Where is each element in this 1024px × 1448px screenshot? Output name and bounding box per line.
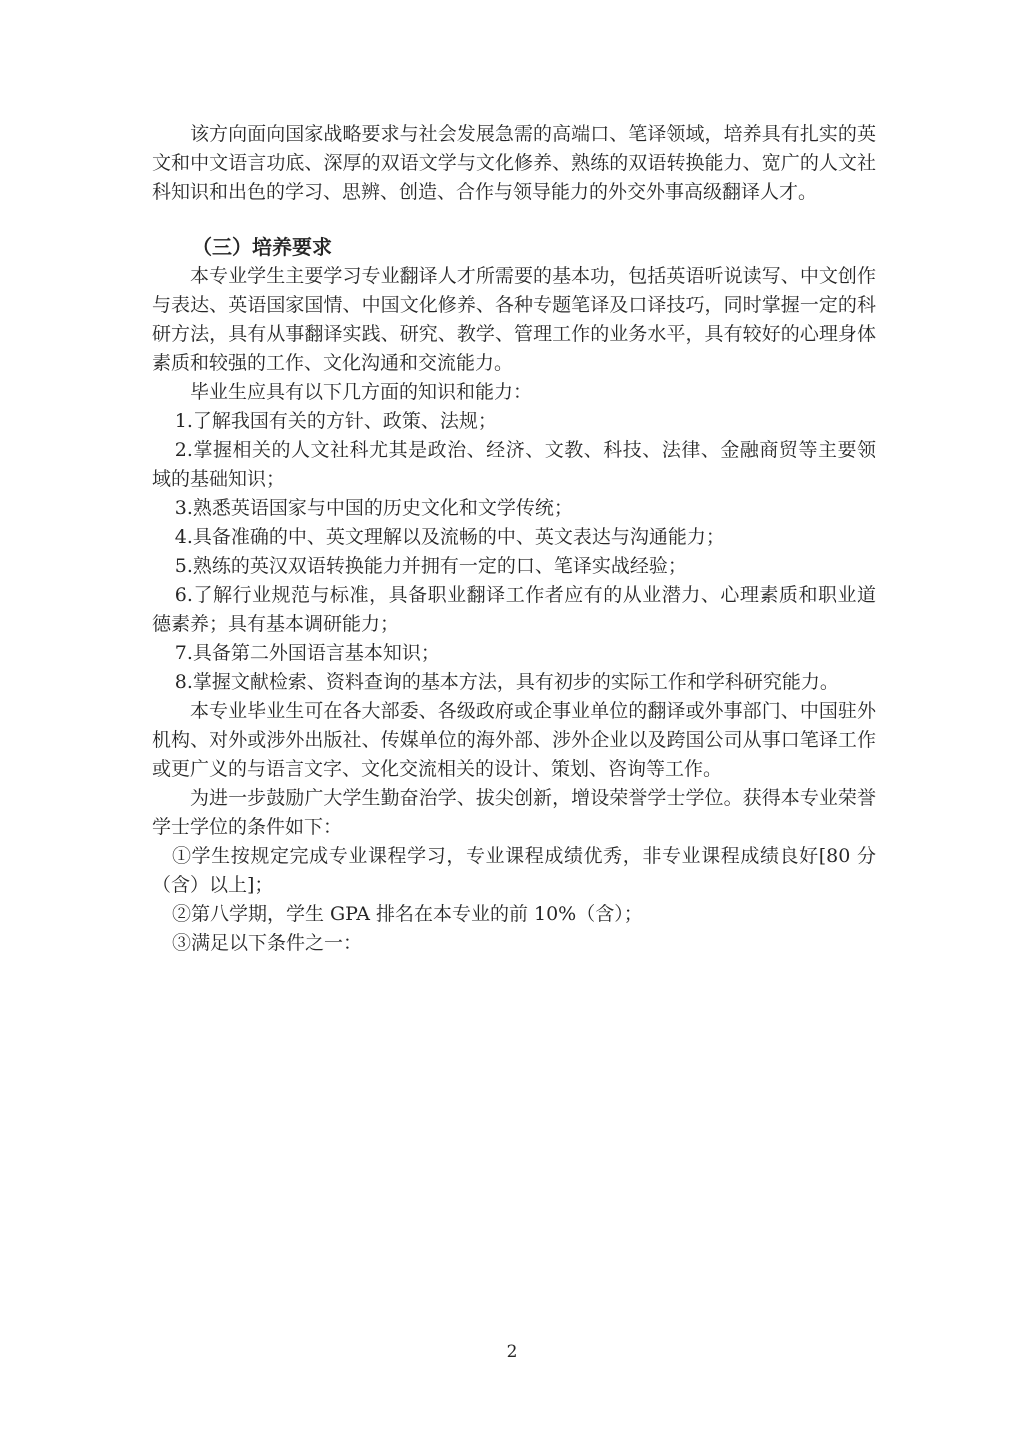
requirement-item-2: 2.掌握相关的人文社科尤其是政治、经济、文教、科技、法律、金融商贸等主要领域的基础知识；: [152, 439, 876, 490]
requirement-item-1: 1.了解我国有关的方针、政策、法规；: [174, 410, 497, 432]
honors-condition-2: ②第八学期，学生 GPA 排名在本专业的前 10%（含）；: [171, 903, 643, 925]
employment-paragraph: 本专业毕业生可在各大部委、各级政府或企事业单位的翻译或外事部门、中国驻外机构、对外或涉外出版社、传媒单位的海外部、涉外企业以及跨国公司从事口笔译工作或更广义的与语言文字、文化交流相关的设计、策划、咨询等工作。: [152, 700, 876, 780]
section-heading: （三）培养要求: [192, 235, 332, 259]
requirement-item-5: 5.熟练的英汉双语转换能力并拥有一定的口、笔译实战经验；: [174, 555, 687, 577]
document-body: [152, 120, 876, 958]
honors-condition-1: ①学生按规定完成专业课程学习，专业课程成绩优秀，非专业课程成绩良好[80 分（含）以上]；: [152, 845, 876, 896]
requirement-item-8: 8.掌握文献检索、资料查询的基本方法，具有初步的实际工作和学科研究能力。: [174, 671, 839, 693]
requirement-item-3: 3.熟悉英语国家与中国的历史文化和文学传统；: [174, 497, 573, 519]
requirement-item-7: 7.具备第二外国语言基本知识；: [174, 642, 440, 664]
intro-paragraph: 该方向面向国家战略要求与社会发展急需的高端口、笔译领域，培养具有扎实的英文和中文语言功底、深厚的双语文学与文化修养、熟练的双语转换能力、宽广的人文社科知识和出色的学习、思辨、创造、合作与领导能力的外交外事高级翻译人才。: [152, 123, 876, 203]
honors-condition-3: ③满足以下条件之一：: [171, 932, 362, 954]
graduate-abilities-lead: 毕业生应具有以下几方面的知识和能力：: [190, 381, 533, 403]
honors-intro-paragraph: 为进一步鼓励广大学生勤奋治学、拔尖创新，增设荣誉学士学位。获得本专业荣誉学士学位的条件如下：: [152, 787, 876, 838]
requirement-item-4: 4.具备准确的中、英文理解以及流畅的中、英文表达与沟通能力；: [174, 526, 725, 548]
page-number: 2: [506, 1342, 518, 1362]
training-overview-paragraph: 本专业学生主要学习专业翻译人才所需要的基本功，包括英语听说读写、中文创作与表达、英语国家国情、中国文化修养、各种专题笔译及口译技巧，同时掌握一定的科研方法，具有从事翻译实践、研究、教学、管理工作的业务水平，具有较好的心理身体素质和较强的工作、文化沟通和交流能力。: [152, 265, 876, 374]
requirement-item-6: 6.了解行业规范与标准，具备职业翻译工作者应有的从业潜力、心理素质和职业道德素养；具有基本调研能力；: [152, 584, 876, 635]
